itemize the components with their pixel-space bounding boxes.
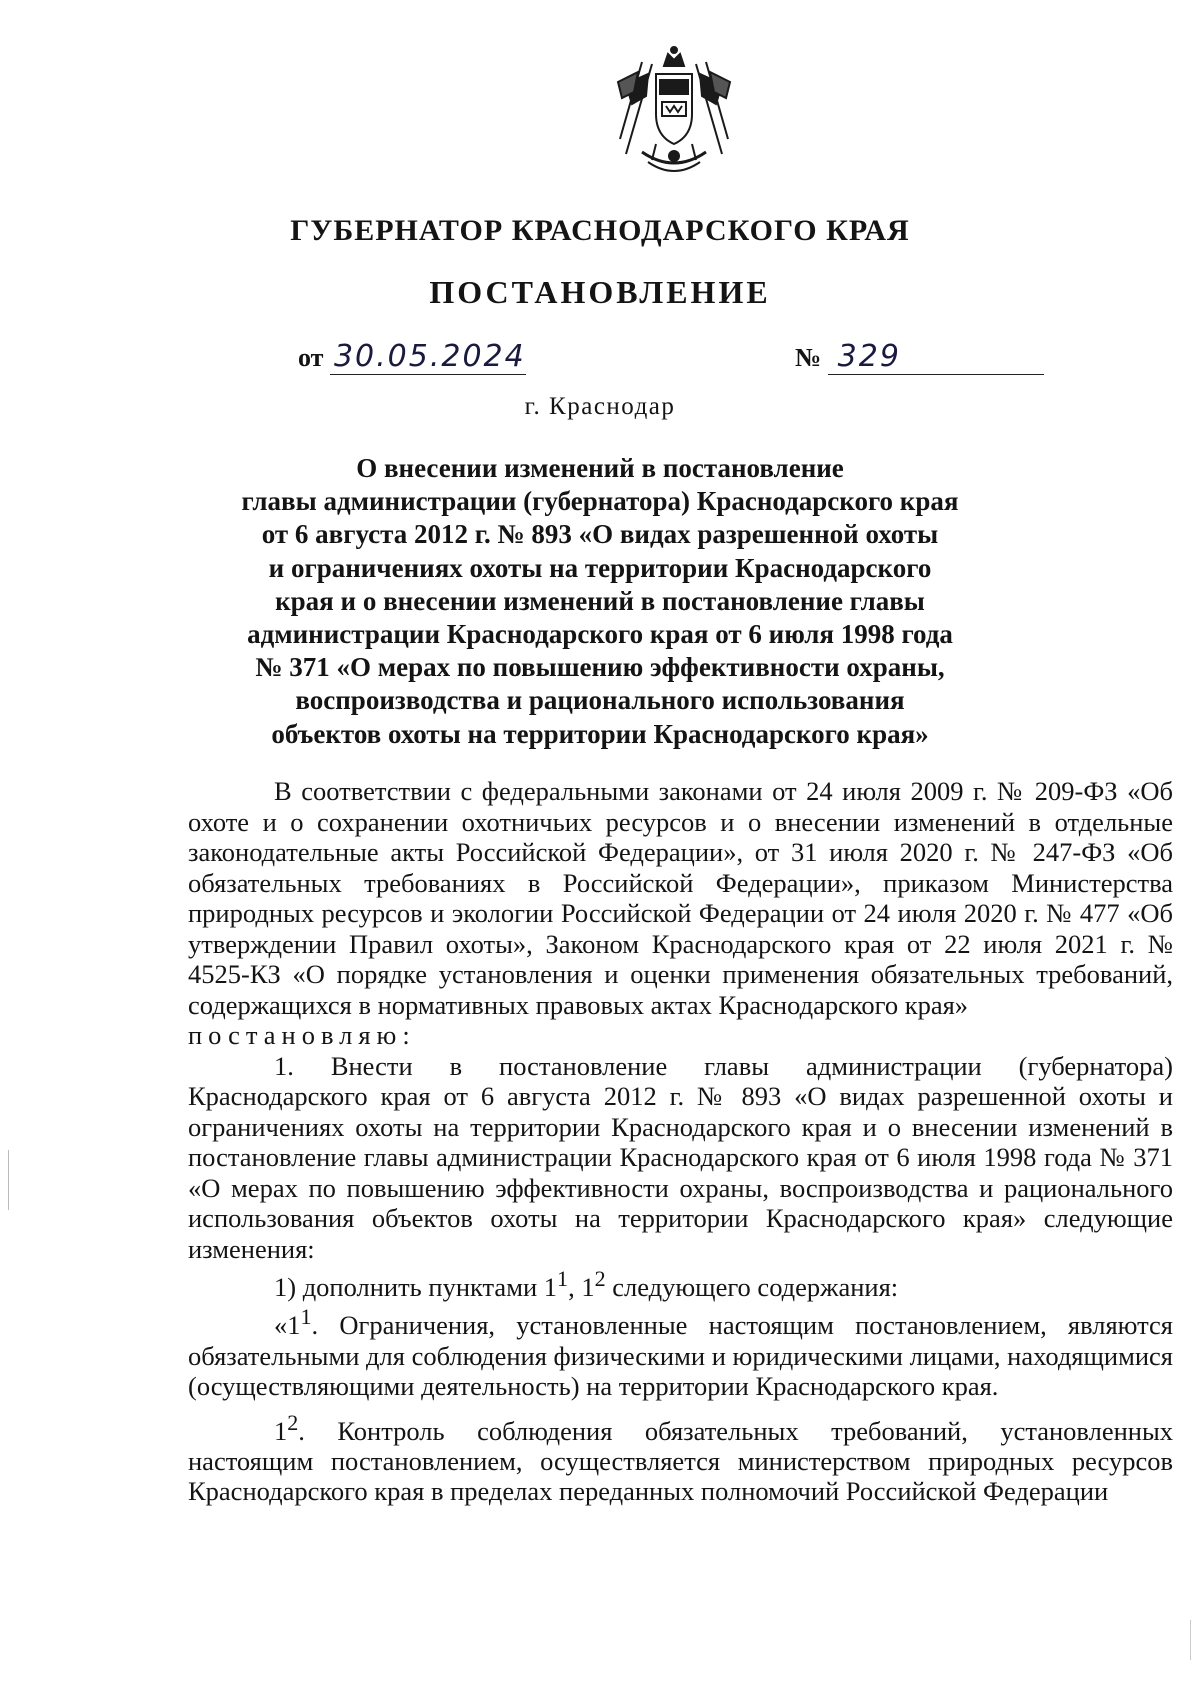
superscript: 2 (287, 1409, 299, 1435)
clause-1-2-paragraph (188, 1408, 1173, 1507)
clause-text: . Контроль соблюдения обязательных требований, установленных настоящим постановлением, осуществляется министерством природных ресурсов Краснодарского края в пределах переданных полномочий Российской Федерации (188, 1415, 1173, 1507)
superscript: 1 (300, 1304, 312, 1330)
number-line (795, 340, 1044, 375)
subitem-1-text: следующего содержания: (605, 1271, 899, 1302)
title-line: О внесении изменений в постановление (356, 453, 844, 483)
superscript: 2 (594, 1266, 606, 1291)
scan-margin-mark (8, 1150, 10, 1210)
document-body (188, 776, 1173, 1507)
subitem-1-text: 1) дополнить пунктами 1 (274, 1271, 558, 1302)
coat-of-arms-icon (612, 44, 736, 184)
title-line: № 371 «О мерах по повышению эффективности охраны, (255, 652, 945, 683)
title-line: администрации Краснодарского края от 6 июля 1998 года (247, 619, 953, 650)
date-handwritten: 30.05.2024 (330, 340, 526, 375)
title-line: объектов охоты на территории Краснодарского края» (271, 718, 929, 749)
subitem-1-paragraph (188, 1264, 1173, 1302)
item-1-paragraph: 1. Внести в постановление главы администрации (губернатора) Краснодарского края от 6 августа 2012 г. № 893 «О видах разрешенной охоты и ограничениях охоты на территории Краснодарского края и о внесении изменений в постановление главы администрации Краснодарского края от 6 июля 1998 года № 371 «О мерах по повышению эффективности охраны, воспроизводства и рационального использования объектов охоты на территории Краснодарского края» следующие изменения: (188, 1050, 1173, 1264)
date-line (298, 340, 526, 375)
scan-edge-mark (1190, 1620, 1192, 1660)
superscript: 1 (557, 1266, 569, 1291)
title-line: воспроизводства и рационального использования (295, 685, 905, 716)
issuing-authority: ГУБЕРНАТОР КРАСНОДАРСКОГО КРАЯ (290, 214, 910, 247)
title-line: края и о внесении изменений в постановление главы (275, 585, 925, 616)
document-type: ПОСТАНОВЛЕНИЕ (429, 274, 771, 310)
number-label: № (795, 343, 822, 372)
clause-text: . Ограничения, установленные настоящим постановлением, являются обязательными для соблюдения физическими и юридическими лицами, находящимися (осуществляющими деятельность) на территории Краснодарского края. (188, 1310, 1173, 1402)
date-label: от (298, 343, 324, 372)
number-handwritten: 329 (828, 340, 1044, 375)
clause-number: «1 (274, 1310, 301, 1341)
clause-1-1-paragraph (188, 1302, 1173, 1401)
title-line: и ограничениях охоты на территории Краснодарского (268, 552, 932, 583)
document-title (180, 452, 1020, 751)
city: г. Краснодар (524, 393, 676, 420)
title-line: от 6 августа 2012 г. № 893 «О видах разрешенной охоты (261, 519, 939, 550)
title-line: главы администрации (губернатора) Краснодарского края (241, 486, 959, 517)
clause-number: 1 (274, 1415, 288, 1446)
preamble-paragraph: В соответствии с федеральными законами от 24 июля 2009 г. № 209-ФЗ «Об охоте и о сохранении охотничьих ресурсов и о внесении изменений в отдельные законодательные акты Российской Федерации», от 31 июля 2020 г. № 247-ФЗ «Об обязательных требованиях в Российской Федерации», приказом Министерства природных ресурсов и экологии Российской Федерации от 24 июля 2020 г. № 477 «Об утверждении Правил охоты», Законом Краснодарского края от 22 июля 2021 г. № 4525-КЗ «О порядке установления и оценки применения обязательных требований, содержащихся в нормативных правовых актах Краснодарского края» (188, 776, 1173, 1020)
subitem-1-text: , 1 (568, 1271, 595, 1302)
resolve-word: постановляю: (188, 1020, 416, 1050)
